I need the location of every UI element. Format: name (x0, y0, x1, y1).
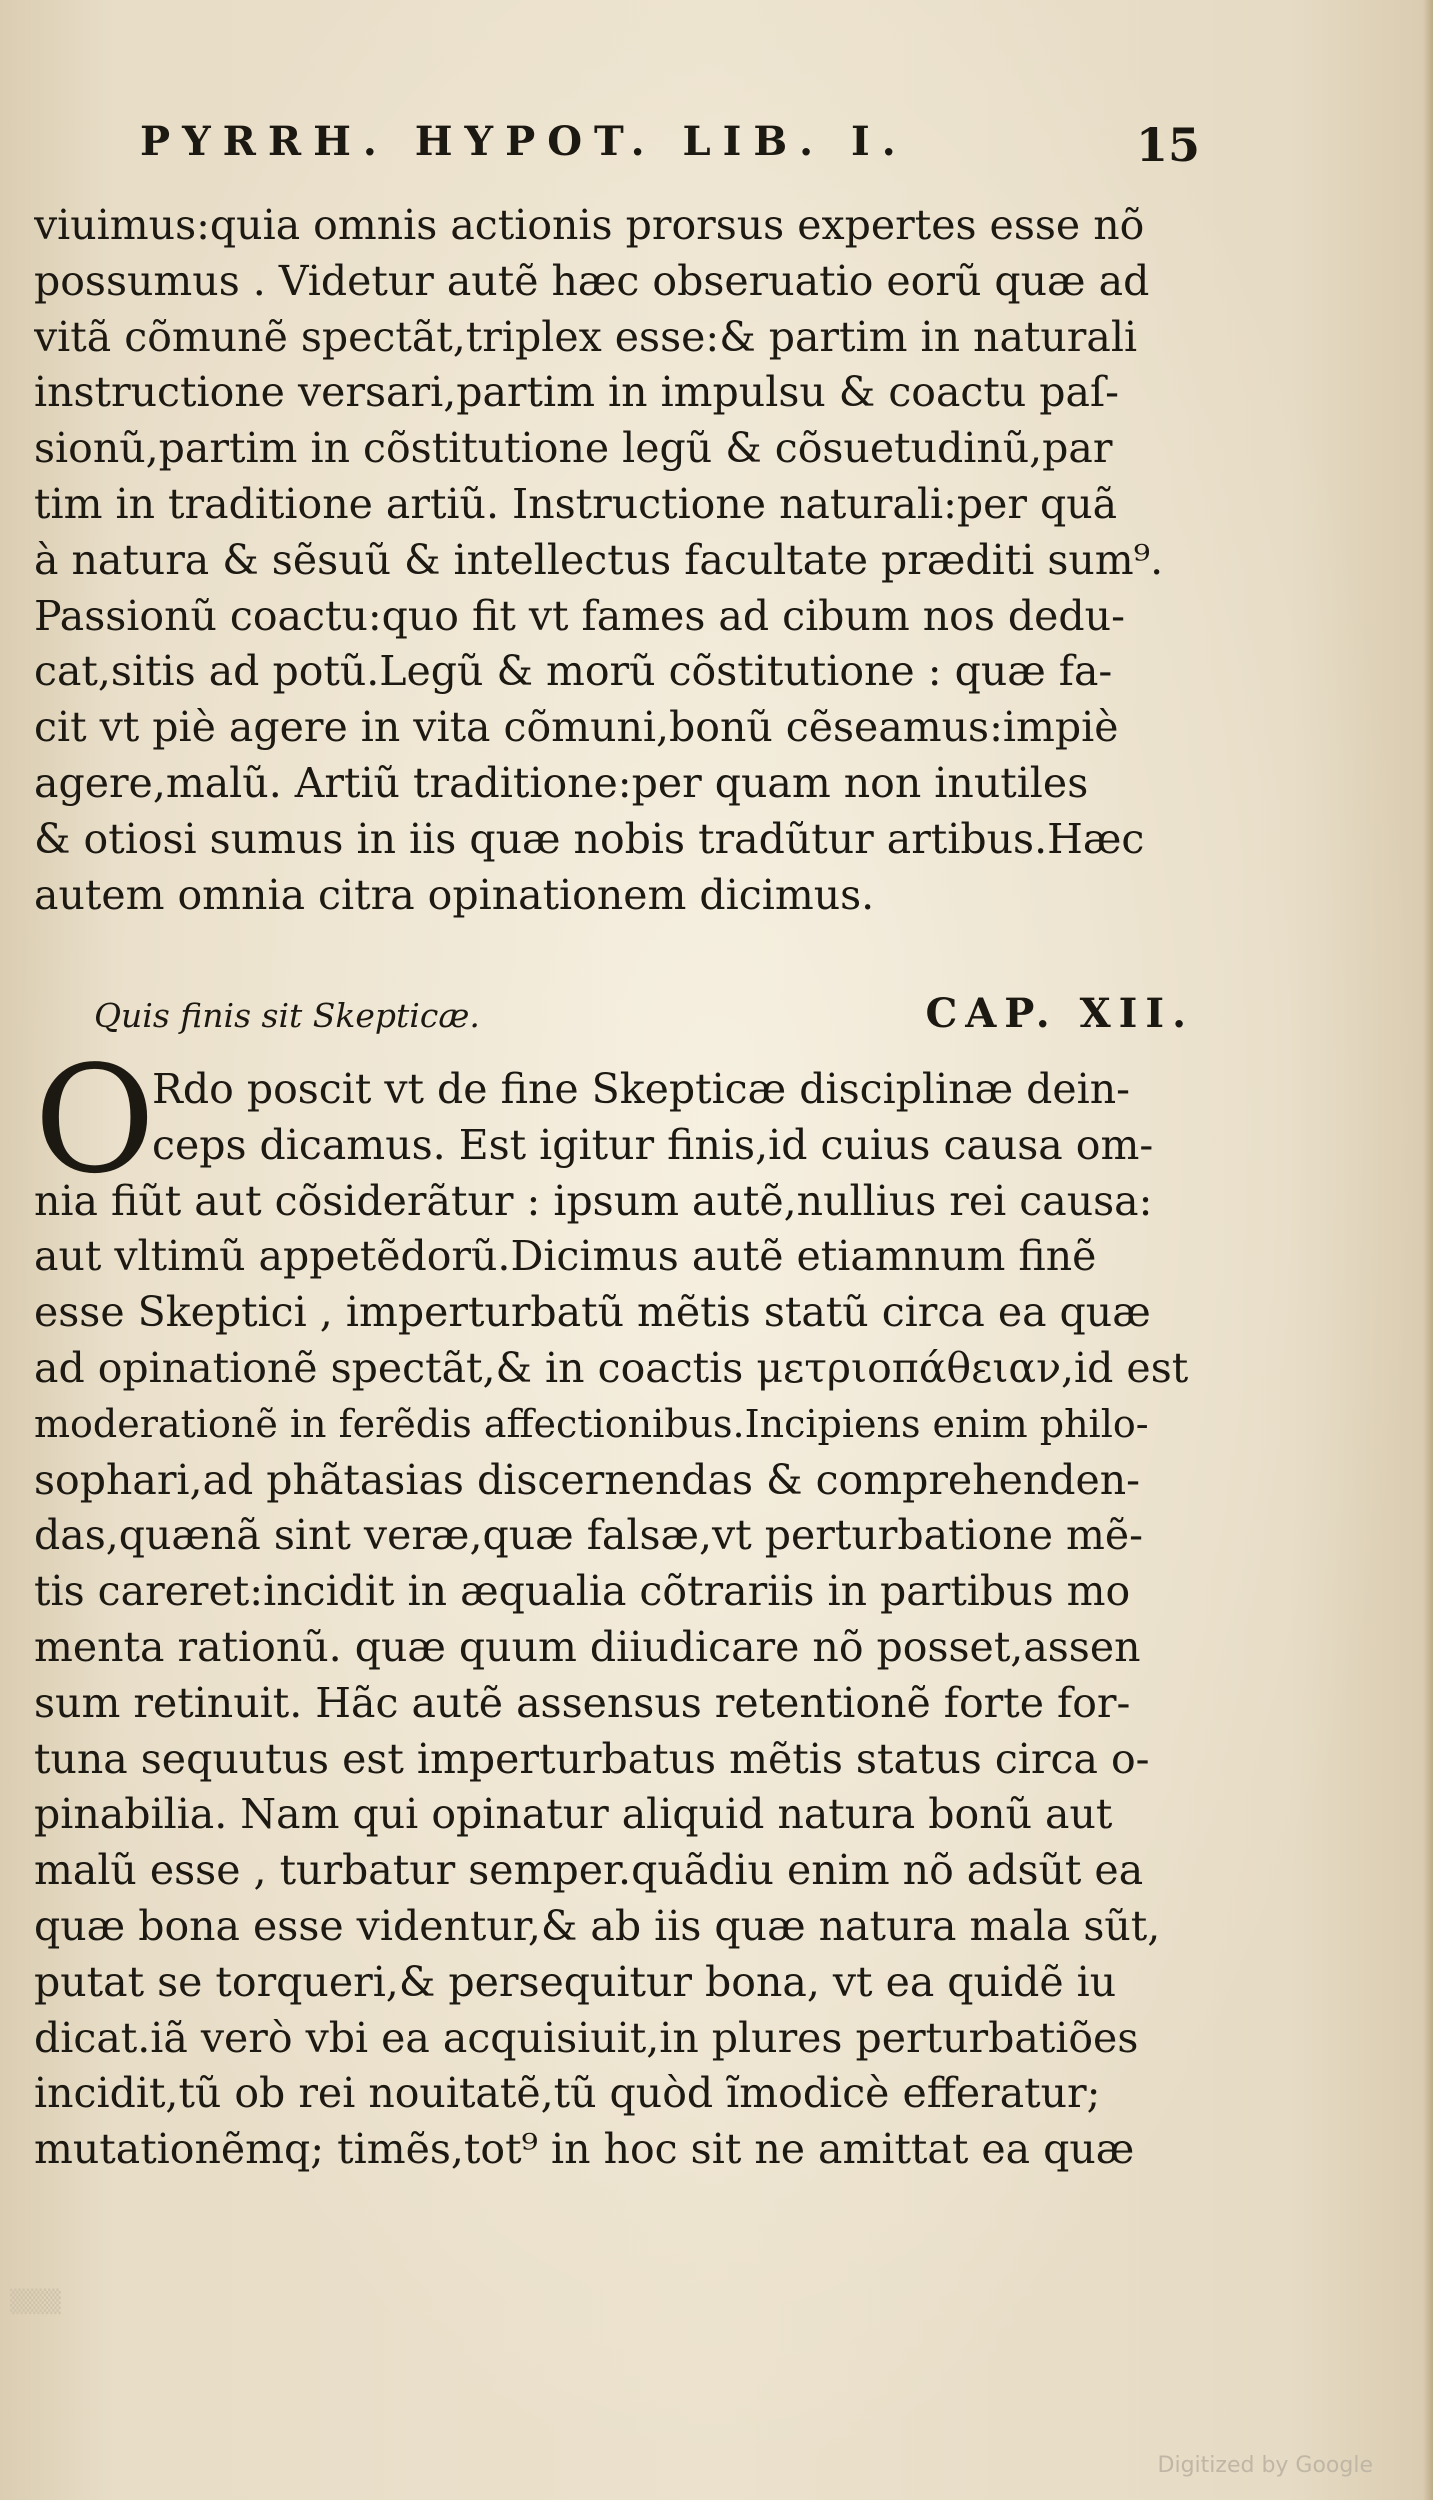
text-line: vitã cõmunẽ spectãt,triplex esse:& partim in naturali (34, 312, 1138, 361)
page-number: 15 (1135, 118, 1200, 172)
text-line: cat,sitis ad potũ.Legũ & morũ cõstitutione : quæ fa- (34, 647, 1113, 696)
text-line: dicat.iã verò vbi ea acquisiuit,in plures perturbatiões (34, 2013, 1139, 2062)
chapter-number: CAP. XII. (925, 990, 1194, 1037)
ink-smudge: ▒▒▒ (10, 2290, 61, 2315)
text-line: sum retinuit. Hãc autẽ assensus retentionẽ forte for- (34, 1678, 1131, 1727)
chapter-body (34, 1034, 1194, 2178)
digitization-watermark: Digitized by Google (1157, 2453, 1373, 2478)
chapter-heading (34, 990, 1194, 1050)
drop-cap: O (34, 1034, 156, 1206)
text-line: malũ esse , turbatur semper.quãdiu enim nõ adsũt ea (34, 1846, 1144, 1895)
chapter-title: Quis finis sit Skepticæ. (94, 996, 480, 1035)
text-line: & otiosi sumus in iis quæ nobis tradũtur artibus.Hæc (34, 814, 1145, 863)
text-line: à natura & sẽsuũ & intellectus facultate præditi sum⁹. (34, 535, 1164, 584)
text-line: sophari,ad phãtasias discernendas & comprehenden- (34, 1455, 1141, 1504)
text-line: viuimus:quia omnis actionis prorsus expertes esse nõ (34, 201, 1145, 249)
text-line: Passionũ coactu:quo fit vt fames ad cibum nos dedu- (34, 591, 1125, 640)
text-line: tuna sequutus est imperturbatus mẽtis status circa o- (34, 1734, 1150, 1783)
text-line: agere,malũ. Artiũ traditione:per quam non inutiles (34, 758, 1089, 807)
text-line: nia fiũt aut cõsiderãtur : ipsum autẽ,nullius rei causa: (34, 1176, 1153, 1225)
text-line: cit vt piè agere in vita cõmuni,bonũ cẽseamus:impiè (34, 703, 1119, 752)
text-line: pinabilia. Nam qui opinatur aliquid natura bonũ aut (34, 1790, 1113, 1839)
text-line: menta rationũ. quæ quum diiudicare nõ posset,assen (34, 1622, 1141, 1671)
text-line: moderationẽ in ferẽdis affectionibus.Incipiens enim philo- (34, 1401, 1149, 1446)
page-edge-shadow (1423, 0, 1433, 2500)
text-line: sionũ,partim in cõstitutione legũ & cõsuetudinũ,par (34, 424, 1113, 473)
text-line: ad opinationẽ spectãt,& in coactis μετριοπάθειαν,id est (34, 1343, 1189, 1392)
text-line: tis careret:incidit in æqualia cõtrariis in partibus mo (34, 1567, 1131, 1616)
text-line: quæ bona esse videntur,& ab iis quæ natura mala sũt, (34, 1901, 1161, 1950)
text-line: possumus . Videtur autẽ hæc obseruatio eorũ quæ ad (34, 256, 1150, 305)
text-line: aut vltimũ appetẽdorũ.Dicimus autẽ etiamnum finẽ (34, 1232, 1097, 1281)
text-line: esse Skeptici , imperturbatũ mẽtis statũ circa ea quæ (34, 1288, 1151, 1337)
page-header (140, 118, 1200, 178)
text-line: putat se torqueri,& persequitur bona, vt ea quidẽ iu (34, 1957, 1117, 2006)
body-text-top (34, 198, 1194, 923)
text-line: incidit,tũ ob rei nouitatẽ,tũ quòd ĩmodicè efferatur; (34, 2069, 1101, 2118)
text-line: tim in traditione artiũ. Instructione naturali:per quã (34, 479, 1118, 528)
text-line: instructione versari,partim in impulsu & coactu paſ- (34, 368, 1120, 417)
text-line: ceps dicamus. Est igitur finis,id cuius causa om- (152, 1120, 1154, 1169)
text-line: Rdo poscit vt de fine Skepticæ disciplinæ dein- (152, 1065, 1131, 1113)
text-line: das,quænã sint veræ,quæ falsæ,vt perturbatione mẽ- (34, 1511, 1143, 1560)
text-line: autem omnia citra opinationem dicimus. (34, 870, 875, 919)
text-line: mutationẽmq; timẽs,tot⁹ in hoc sit ne amittat ea quæ (34, 2125, 1135, 2174)
running-head: PYRRH. HYPOT. LIB. I. (140, 118, 908, 165)
